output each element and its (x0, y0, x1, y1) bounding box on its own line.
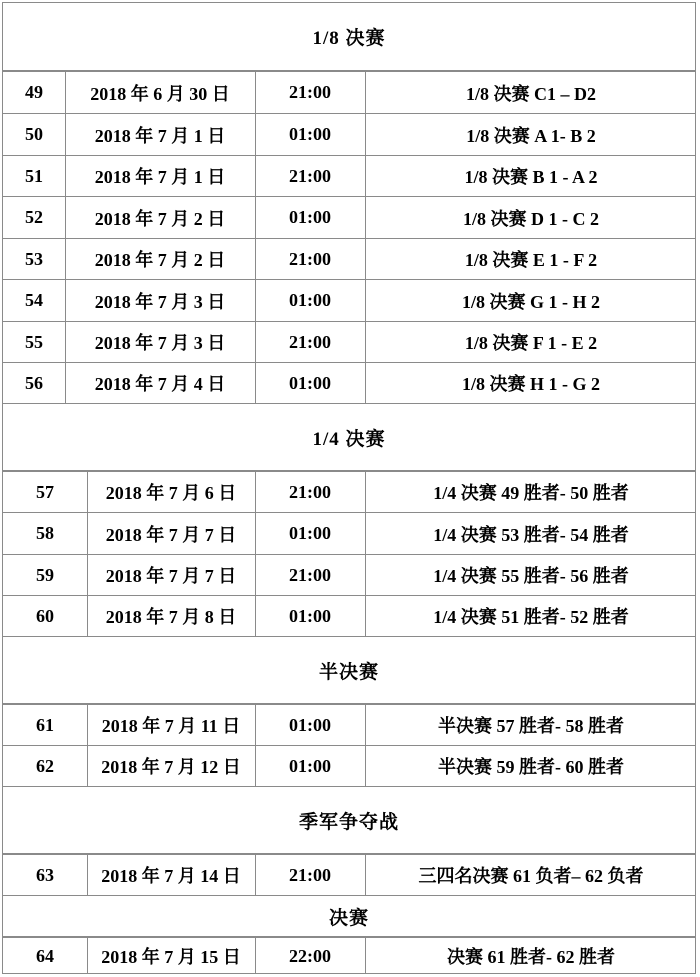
match-description: 1/4 决赛 51 胜者- 52 胜者 (433, 607, 629, 627)
match-description: 1/4 决赛 53 胜者- 54 胜者 (433, 524, 629, 545)
match-number: 57 (36, 481, 54, 502)
match-time: 21:00 (289, 82, 331, 102)
match-date: 2018 年 7 月 2 日 (94, 208, 226, 229)
match-time: 01:00 (289, 290, 331, 310)
section-title-quarterfinals (3, 404, 695, 470)
match-date: 2018 年 7 月 4 日 (94, 374, 226, 394)
match-description: 1/8 决赛 F 1 - E 2 (464, 333, 598, 353)
table-row (3, 596, 695, 636)
match-number: 56 (25, 372, 43, 393)
match-number: 61 (36, 714, 54, 735)
match-time: 01:00 (289, 124, 331, 144)
section-title-text: 半决赛 (318, 661, 379, 683)
match-time: 21:00 (289, 248, 331, 269)
match-description: 1/8 决赛 E 1 - F 2 (464, 250, 598, 270)
match-time: 01:00 (289, 523, 331, 543)
match-description: 1/8 决赛 A 1- B 2 (466, 125, 596, 146)
schedule-table (2, 2, 696, 974)
match-description: 1/8 决赛 H 1 - G 2 (462, 374, 600, 394)
match-date: 2018 年 7 月 11 日 (101, 716, 241, 736)
match-date: 2018 年 7 月 12 日 (101, 757, 241, 777)
match-date: 2018 年 7 月 6 日 (105, 483, 237, 503)
match-date: 2018 年 7 月 1 日 (94, 125, 226, 146)
match-description: 1/8 决赛 B 1 - A 2 (464, 167, 598, 187)
match-date: 2018 年 7 月 1 日 (94, 167, 226, 187)
match-number: 64 (36, 945, 54, 966)
table-row (3, 197, 695, 238)
section-title-text: 季军争夺战 (298, 811, 399, 833)
table-row (3, 239, 695, 279)
match-time: 21:00 (289, 331, 331, 352)
match-number: 63 (36, 864, 54, 885)
match-date: 2018 年 7 月 8 日 (105, 607, 237, 627)
table-row (3, 114, 695, 155)
match-number: 54 (25, 290, 43, 310)
match-time: 22:00 (289, 945, 331, 966)
match-date: 2018 年 7 月 15 日 (101, 947, 241, 967)
match-number: 59 (36, 564, 54, 585)
match-date: 2018 年 7 月 3 日 (94, 333, 226, 353)
table-row (3, 513, 695, 554)
match-description: 1/8 决赛 D 1 - C 2 (463, 208, 599, 229)
section-title-semifinals (3, 637, 695, 703)
section-title-text: 决赛 (328, 907, 369, 929)
match-number: 53 (25, 248, 43, 269)
match-description: 三四名决赛 61 负者– 62 负者 (418, 866, 644, 886)
match-description: 1/8 决赛 C1 – D2 (466, 83, 596, 104)
table-row (3, 855, 695, 895)
match-number: 60 (36, 605, 54, 626)
match-number: 51 (25, 165, 43, 186)
match-description: 半决赛 57 胜者- 58 胜者 (438, 716, 624, 736)
table-row (3, 746, 695, 786)
match-date: 2018 年 7 月 7 日 (105, 566, 237, 586)
match-time: 21:00 (289, 165, 331, 186)
table-row (3, 280, 695, 321)
match-time: 01:00 (289, 605, 331, 626)
match-number: 52 (25, 207, 43, 227)
section-title-text: 1/8 决赛 (312, 28, 386, 49)
match-number: 50 (25, 124, 43, 144)
match-date: 2018 年 7 月 14 日 (101, 866, 241, 886)
match-number: 62 (36, 755, 54, 776)
table-row (3, 156, 695, 196)
section-title-third-place (3, 787, 695, 853)
match-time: 01:00 (289, 207, 331, 227)
match-date: 2018 年 7 月 2 日 (94, 250, 226, 270)
table-row (3, 322, 695, 362)
match-number: 55 (25, 331, 43, 352)
match-number: 49 (25, 82, 43, 102)
match-time: 01:00 (289, 714, 331, 735)
match-number: 58 (36, 523, 54, 543)
table-row (3, 363, 695, 403)
match-description: 1/4 决赛 49 胜者- 50 胜者 (433, 483, 629, 503)
section-title-final (3, 896, 695, 936)
section-title-round-of-16 (3, 3, 695, 70)
table-row (3, 938, 695, 974)
match-time: 21:00 (289, 481, 331, 502)
table-row (3, 472, 695, 512)
match-description: 半决赛 59 胜者- 60 胜者 (438, 757, 624, 777)
match-description: 1/8 决赛 G 1 - H 2 (462, 291, 600, 312)
match-time: 21:00 (289, 564, 331, 585)
table-row (3, 555, 695, 595)
match-date: 2018 年 6 月 30 日 (90, 83, 230, 104)
match-date: 2018 年 7 月 3 日 (94, 291, 226, 312)
match-date: 2018 年 7 月 7 日 (105, 524, 237, 545)
match-time: 21:00 (289, 864, 331, 885)
match-time: 01:00 (289, 372, 331, 393)
match-description: 决赛 61 胜者- 62 胜者 (447, 947, 615, 967)
table-row (3, 705, 695, 745)
match-description: 1/4 决赛 55 胜者- 56 胜者 (433, 566, 629, 586)
match-time: 01:00 (289, 755, 331, 776)
section-title-text: 1/4 决赛 (312, 428, 386, 450)
table-row (3, 72, 695, 113)
